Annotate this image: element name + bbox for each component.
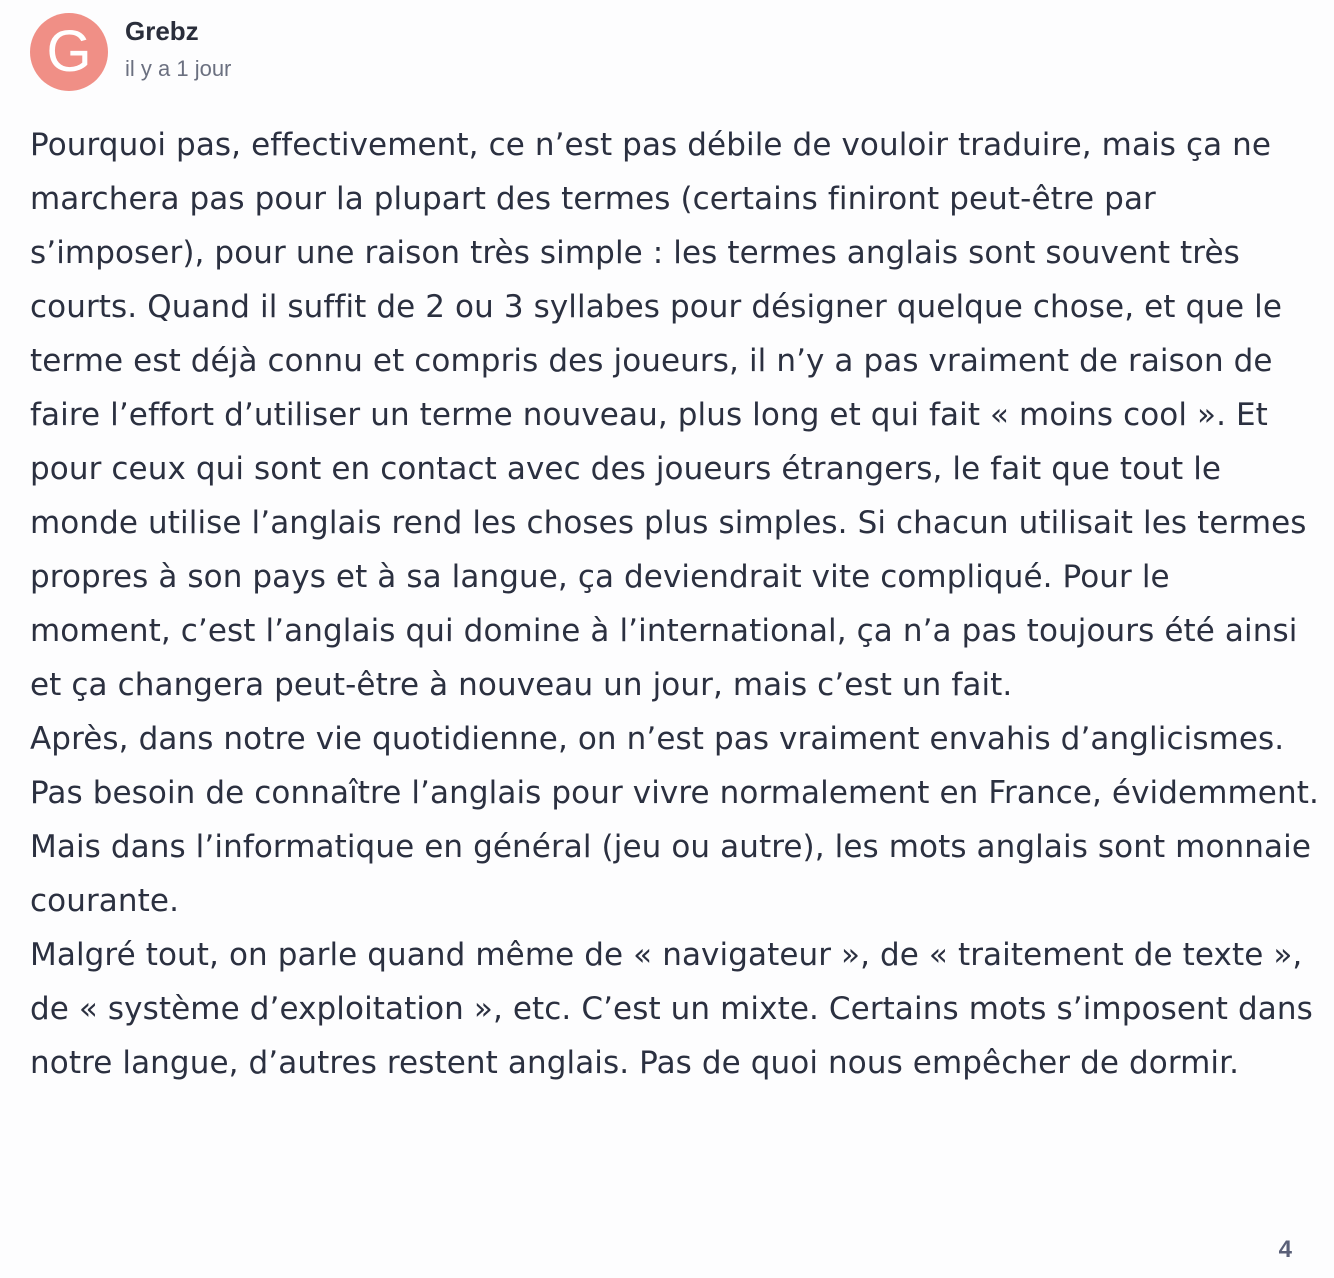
avatar[interactable] [30,13,108,91]
comment-paragraph: Pourquoi pas, effectivement, ce n’est pas débile de vouloir traduire, mais ça ne marchera pas pour la plupart des termes (certains finiront peut-être par s’imposer), pour une raison très simple : les termes anglais sont souvent très courts. Quand il suffit de 2 ou 3 syllabes pour désigner quelque chose, et que le terme est déjà connu et compris des joueurs, il n’y a pas vraiment de raison de faire l’effort d’utiliser un terme nouveau, plus long et qui fait « moins cool ». Et pour ceux qui sont en contact avec des joueurs étrangers, le fait que tout le monde utilise l’anglais rend les choses plus simples. Si chacun utilisait les termes propres à son pays et à sa langue, ça deviendrait vite compliqué. Pour le moment, c’est l’anglais qui domine à l’international, ça n’a pas toujours été ainsi et ça changera peut-être à nouveau un jour, mais c’est un fait. [30,127,1307,703]
avatar-letter: G [46,19,92,84]
reply-count[interactable]: 4 [1278,1236,1292,1263]
comment-paragraph: Malgré tout, on parle quand même de « navigateur », de « traitement de texte », de « système d’exploitation », etc. C’est un mixte. Certains mots s’imposent dans notre langue, d’autres restent anglais. Pas de quoi nous empêcher de dormir. [30,937,1313,1081]
timestamp: il y a 1 jour [125,56,232,81]
comment-body [30,118,1320,1090]
username[interactable]: Grebz [125,16,199,46]
comment-header [30,13,231,91]
comment-meta [125,16,232,84]
comment-paragraph: Après, dans notre vie quotidienne, on n’est pas vraiment envahis d’anglicismes. Pas besoin de connaître l’anglais pour vivre normalement en France, évidemment. Mais dans l’informatique en général (jeu ou autre), les mots anglais sont monnaie courante. [30,721,1319,919]
